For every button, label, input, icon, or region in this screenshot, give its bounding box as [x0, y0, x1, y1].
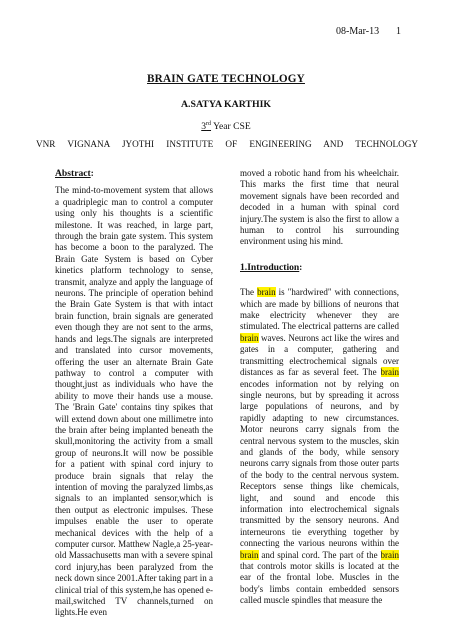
right-column — [240, 168, 399, 607]
paper-author: A.SATYA KARTHIK — [180, 99, 272, 110]
highlighted-term: brain — [380, 367, 399, 378]
paper-institution: VNR VIGNANA JYOTHI INSTITUTE OF ENGINEERING AND TECHNOLOGY — [36, 139, 418, 149]
year-ordinal: rd — [206, 120, 212, 127]
highlighted-term: brain — [380, 549, 399, 560]
year-number: 3rd — [201, 120, 212, 132]
abstract-heading: Abstract: — [55, 168, 94, 179]
highlighted-term: brain — [257, 287, 276, 298]
paper-year — [0, 121, 452, 132]
abstract-continuation: moved a robotic hand from his wheelchair. This marks the first time that neural movement signals have been recorded and decoded in a human with spinal cord injury.The system is also the first to allow a human to control his surrounding environment using his mind. — [240, 168, 399, 247]
introduction-body: The brain is "hardwired" with connections, which are made by billions of neurons that make electricity whenever they are stimulated. The electrical patterns are called brain waves. Neurons act like the wires and gates in a computer, gathering and transmitting electrochemical signals over distances as far as several feet. The brain encodes information not by relying on single neurons, but by spreading it across large populations of neurons, and by rapidly adapting to new circumstances. Motor neurons carry signals from the central nervous system to the muscles, skin and glands of the body, while sensory neurons carry signals from those outer parts of the body to the central nervous system. Receptors sense things like chemicals, light, and sound and encode this information into electrochemical signals transmitted by the sensory neurons. And interneurons tie everything together by connecting the various neurons within the brain and spinal cord. The part of the brain that controls motor skills is located at the ear of the frontal lobe. Muscles in the body's limbs contain embedded sensors called muscle spindles that measure the — [240, 287, 399, 606]
highlighted-term: brain — [240, 549, 259, 560]
header-page-number: 1 — [396, 26, 401, 37]
highlighted-term: brain — [240, 332, 259, 343]
paper-title: BRAIN GATE TECHNOLOGY — [147, 73, 305, 85]
year-label: Year CSE — [211, 121, 251, 132]
left-column — [55, 168, 213, 619]
introduction-heading: 1.Introduction: — [240, 261, 303, 273]
abstract-body: The mind-to-movement system that allows a quadriplegic man to control a computer using only his thoughts is a scientific milestone. It was reached, in large part, through the brain gate system. This system has become a boon to the paralyzed. The Brain Gate System is based on Cyber kinetics platform technology to sense, transmit, analyze and apply the language of neurons. The principle of operation behind the Brain Gate System is that with intact brain function, brain signals are generated even though they are not sent to the arms, hands and legs.The signals are interpreted and translated into cursor movements, offering the user an alternate Brain Gate pathway to control a computer with thought,just as individuals who have the ability to move their hands use a mouse. The 'Brain Gate' contains tiny spikes that will extend down about one millimetre into the brain after being implanted beneath the skull,monitoring the activity from a small group of neurons.It will now be possible for a patient with spinal cord injury to produce brain signals that relay the intention of moving the paralyzed limbs,as signals to an implanted sensor,which is then output as electronic impulses. These impulses enable the user to operate mechanical devices with the help of a computer cursor. Matthew Nagle,a 25-year-old Massachusetts man with a severe spinal cord injury,has been paralyzed from the neck down since 2001.After taking part in a clinical trial of this system,he has opened e-mail,switched TV channels,turned on lights.He even — [55, 185, 213, 618]
header-date: 08-Mar-13 — [336, 26, 380, 37]
